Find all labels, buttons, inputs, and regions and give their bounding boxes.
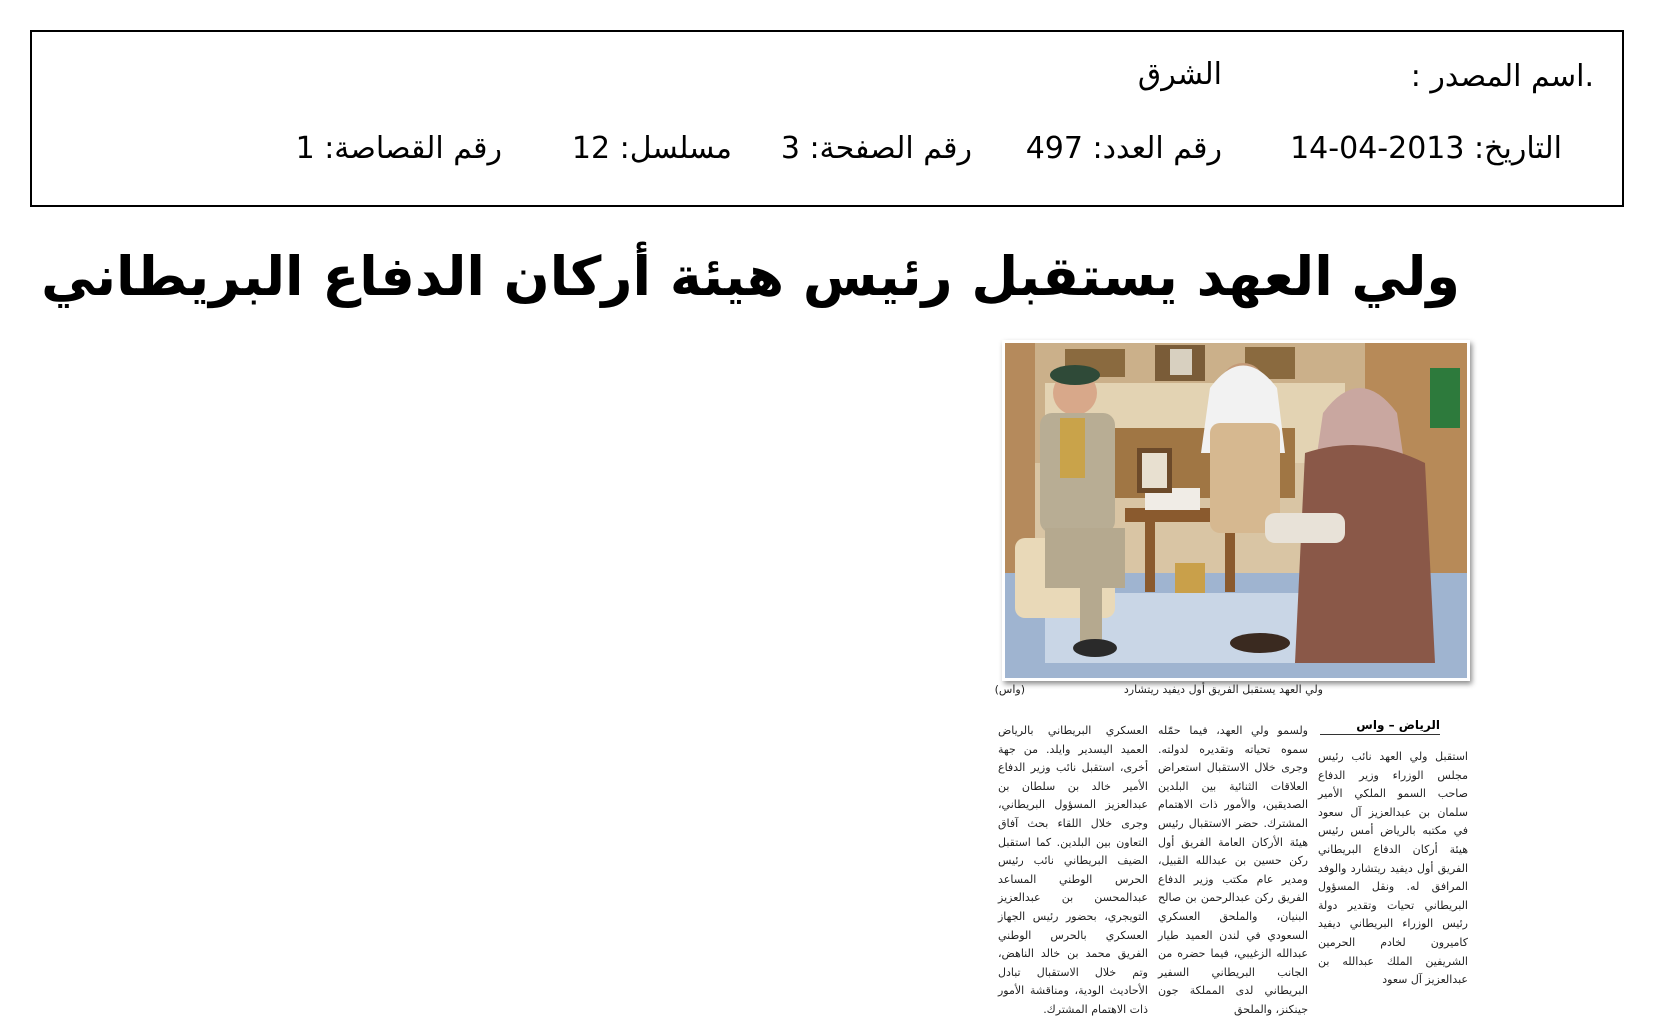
column-3-text: العسكري البريطاني بالرياض العميد اليسدير وايلد. من جهة أخرى، استقبل نائب وزير الدفاع الأمير خالد بن سلطان بن عبدالعزيز المسؤول البريطاني، وجرى خلال اللقاء بحث آفاق التعاون بين البلدين. كما استقبل الضيف البريطاني نائب رئيس الحرس الوطني المساعد عبدالمحسن بن عبدالعزيز التويجري، بحضور رئيس الجهاز العسكري بالحرس الوطني الفريق محمد بن خالد الناهض، وتم خلال الاستقبال تبادل الأحاديث الودية، ومناقشة الأمور ذات الاهتمام المشترك. <box>998 724 1148 1016</box>
date-label: التاريخ: 2013-04-14 <box>1290 131 1562 166</box>
article-column-3 <box>998 722 1148 1020</box>
source-label: .اسم المصدر : <box>1410 59 1594 94</box>
serial-label: مسلسل: 12 <box>571 131 732 166</box>
clip-label: رقم القصاصة: 1 <box>295 131 502 166</box>
article-column-1 <box>1318 748 1468 990</box>
page-label: رقم الصفحة: 3 <box>780 131 972 166</box>
article-byline: الرياض – واس <box>1320 718 1440 735</box>
clipping-header-box <box>30 30 1624 207</box>
photo-credit: (واس) <box>994 683 1025 696</box>
photo-illustration <box>1005 343 1467 678</box>
article-headline: ولي العهد يستقبل رئيس هيئة أركان الدفاع البريطاني <box>41 245 1460 308</box>
source-value: الشرق <box>1137 57 1222 92</box>
column-1-text: استقبل ولي العهد نائب رئيس مجلس الوزراء وزير الدفاع صاحب السمو الملكي الأمير سلمان بن عبدالعزيز آل سعود في مكتبه بالرياض أمس رئيس هيئة أركان الدفاع البريطاني الفريق أول ديفيد ريتشارد والوفد المرافق له. ونقل المسؤول البريطاني تحيات وتقدير دولة رئيس الوزراء البريطاني ديفيد كاميرون لخادم الحرمين الشريفين الملك عبدالله بن عبدالعزيز آل سعود <box>1318 750 1468 987</box>
column-2-text: ولسمو ولي العهد، فيما حمّله سموه تحياته وتقديره لدولته. وجرى خلال الاستقبال استعراض العلاقات الثنائية بين البلدين الصديقين، والأمور ذات الاهتمام المشترك. حضر الاستقبال رئيس هيئة الأركان العامة الفريق أول ركن حسين بن عبدالله القبيل، ومدير عام مكتب وزير الدفاع الفريق ركن عبدالرحمن بن صالح البنيان، والملحق العسكري السعودي في لندن العميد طيار عبدالله الزغيبي، فيما حضره من الجانب البريطاني السفير البريطاني لدى المملكة جون جينكنز، والملحق <box>1158 724 1308 1016</box>
issue-label: رقم العدد: 497 <box>1025 131 1222 166</box>
article-column-2 <box>1158 722 1308 1020</box>
article-photo <box>1002 340 1470 681</box>
photo-caption: ولي العهد يستقبل الفريق أول ديفيد ريتشارد <box>1123 683 1323 696</box>
